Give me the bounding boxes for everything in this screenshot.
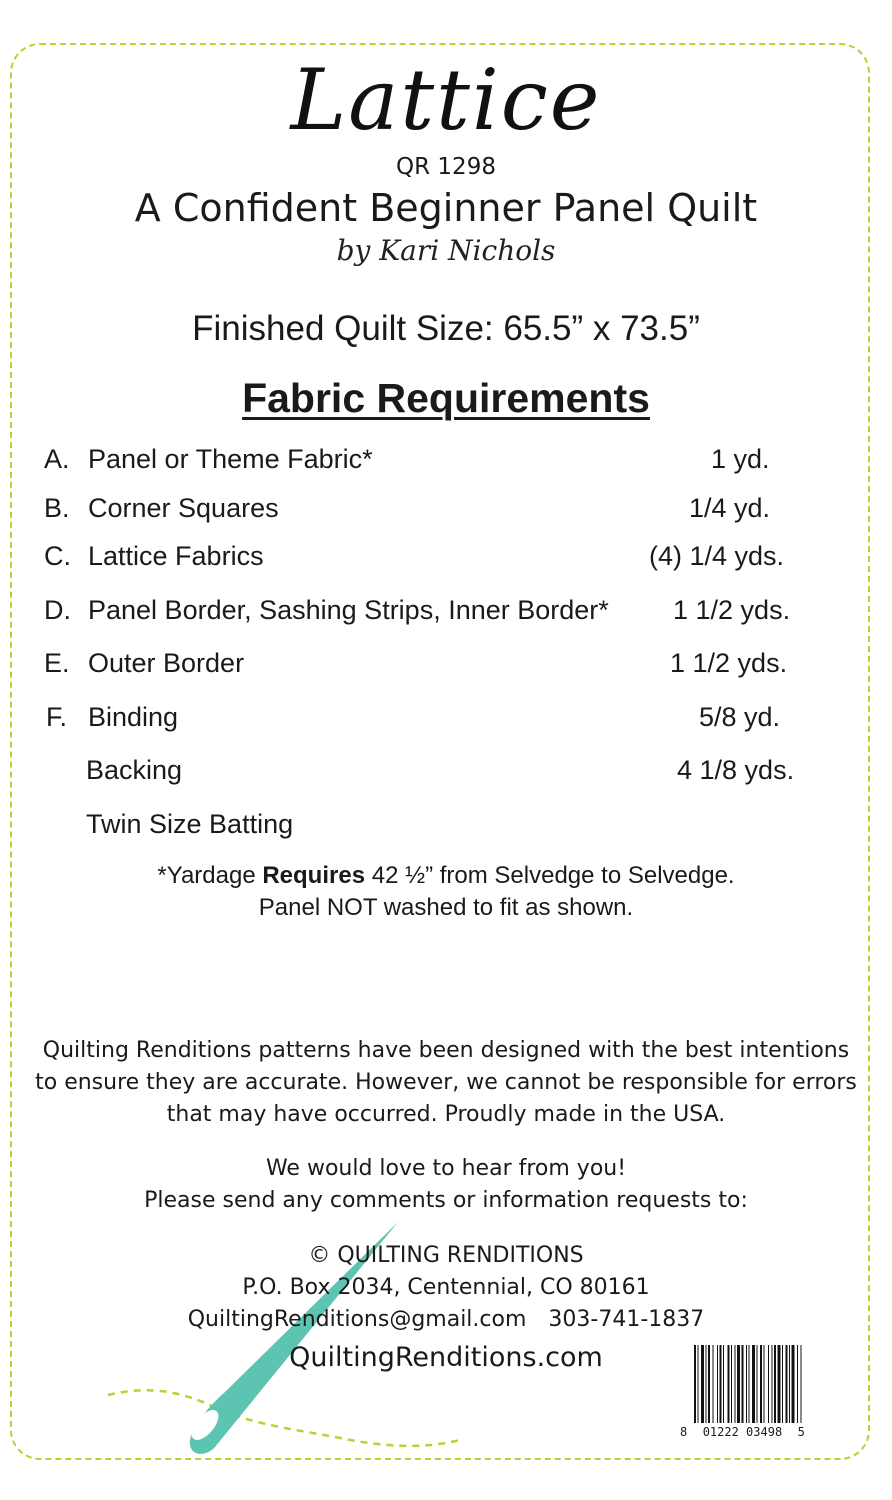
fabric-row — [0, 592, 892, 628]
email-link[interactable]: QuiltingRenditions@gmail.com — [187, 1307, 527, 1332]
fabric-row — [0, 538, 892, 574]
fabric-name: Twin Size Batting — [86, 809, 294, 839]
fabric-row — [0, 441, 892, 477]
fabric-amount: 1 1/2 yds. — [670, 648, 788, 678]
fabric-name: Corner Squares — [88, 493, 279, 523]
fabric-letter: E. — [44, 648, 70, 678]
fabric-letter: B. — [44, 493, 70, 523]
fabric-name: Panel Border, Sashing Strips, Inner Border* — [88, 595, 609, 625]
finished-size: Finished Quilt Size: 65.5” x 73.5” — [192, 309, 700, 348]
phone-number: 303-741-1837 — [548, 1307, 705, 1332]
fabric-name: Binding — [88, 702, 179, 732]
fabric-amount: 1 1/2 yds. — [673, 595, 791, 625]
fabric-name: Panel or Theme Fabric* — [88, 444, 373, 474]
upc-barcode — [680, 1343, 850, 1445]
fabric-row — [0, 645, 892, 681]
fabric-letter: D. — [44, 595, 71, 625]
fabric-amount: (4) 1/4 yds. — [649, 541, 785, 571]
company-address-block — [0, 1240, 892, 1336]
pattern-code: QR 1298 — [396, 154, 496, 180]
fabric-letter: A. — [44, 444, 70, 474]
fabric-amount: 1/4 yd. — [689, 493, 771, 523]
fabric-amount: 5/8 yd. — [699, 702, 781, 732]
barcode-last-digit: 5 — [797, 1425, 805, 1439]
fabric-row — [0, 752, 892, 788]
fabric-amount: 1 yd. — [711, 444, 770, 474]
fabric-row — [0, 490, 892, 526]
pattern-title: Lattice — [290, 51, 602, 149]
fabric-letter: F. — [46, 702, 68, 732]
fabric-letter: C. — [44, 541, 71, 571]
fabric-name: Outer Border — [88, 648, 245, 678]
barcode-first-digit: 8 — [680, 1425, 688, 1439]
fabric-row — [0, 699, 892, 735]
pattern-author: by Kari Nichols — [336, 234, 556, 267]
barcode-middle-digits: 01222 03498 — [702, 1425, 783, 1439]
disclaimer-text: Quilting Renditions patterns have been designed with the best intentions to ensure they are accurate. However, we cannot be responsible for errors that may have occurred. Proudly made in the USA. — [35, 1038, 857, 1127]
website-link[interactable]: QuiltingRenditions.com — [289, 1342, 603, 1373]
contact-text: We would love to hear from you! Please send any comments or information requests to: — [144, 1156, 748, 1213]
fabric-amount: 4 1/8 yds. — [677, 755, 795, 785]
fabric-name: Lattice Fabrics — [88, 541, 264, 571]
postal-address: P.O. Box 2034, Centennial, CO 80161 — [242, 1275, 650, 1300]
fabric-row — [0, 806, 892, 842]
yardage-note: *Yardage Requires 42 ½” from Selvedge to Selvedge. Panel NOT washed to fit as shown. — [157, 862, 735, 921]
company-name: © QUILTING RENDITIONS — [308, 1243, 584, 1268]
pattern-subtitle: A Confident Beginner Panel Quilt — [134, 186, 758, 230]
fabric-requirements-heading: Fabric Requirements — [242, 375, 650, 421]
fabric-name: Backing — [86, 755, 183, 785]
